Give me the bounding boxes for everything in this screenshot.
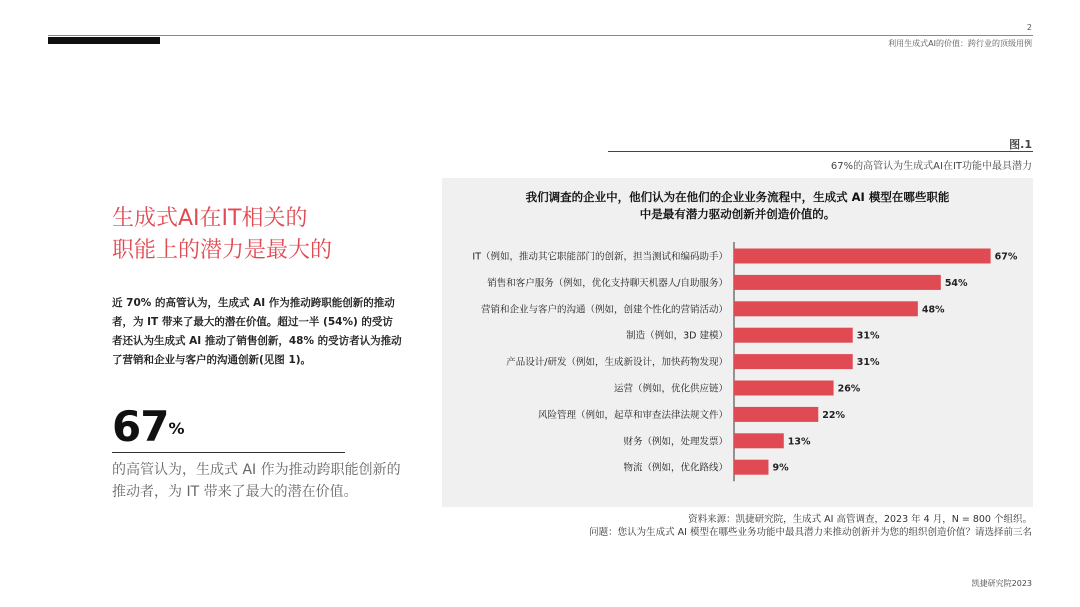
running-title: 利用生成式AI的价值：跨行业的顶级用例 (888, 39, 1032, 48)
value-label: 31% (856, 357, 880, 369)
bar (734, 460, 768, 475)
category-label: IT（例如，推动其它职能部门的创新，担当测试和编码助手） (472, 251, 728, 263)
chart-title-line-2: 中是最有潜力驱动创新并创造价值的。 (639, 207, 836, 221)
category-label: 运营（例如，优化供应链） (613, 383, 728, 395)
header-accent-bar (48, 37, 160, 44)
header-rule (48, 35, 1033, 36)
bar (734, 249, 991, 264)
statistic-rule (112, 452, 345, 453)
headline-line-2: 职能上的潜力是最大的 (112, 238, 333, 263)
page-number: 2 (1026, 23, 1032, 32)
bar (734, 301, 918, 316)
chart-title-line-1: 我们调查的企业中，他们认为在他们的企业业务流程中，生成式 AI 模型在哪些职能 (525, 190, 950, 204)
chart-panel (442, 178, 1033, 507)
bar (734, 275, 941, 290)
category-label: 营销和企业与客户的沟通（例如，创建个性化的营销活动） (480, 304, 728, 316)
key-statistic (112, 402, 184, 452)
source-note: 资料来源：凯捷研究院，生成式 AI 高管调查，2023 年 4 月，N = 800 个组织。 (688, 514, 1032, 525)
key-statistic-unit: % (168, 419, 185, 438)
body-paragraph: 近 70% 的高管认为，生成式 AI 作为推动跨职能创新的推动者，为 IT 带来了最大的潜在价值。超过一半 (54%) 的受访者还认为生成式 AI 推动了销售创新，48% 的受访者认为推动了营销和企业与客户的沟通创新(见图 1)。 (112, 297, 402, 366)
bar-chart (442, 178, 1033, 507)
category-label: 制造（例如，3D 建模） (626, 330, 728, 342)
statistic-description: 的高管认为，生成式 AI 作为推动跨职能创新的推动者，为 IT 带来了最大的潜在价值。 (112, 462, 401, 500)
figure-rule (608, 151, 1033, 152)
bar (734, 381, 834, 396)
bar (734, 354, 853, 369)
value-label: 31% (856, 330, 880, 342)
value-label: 54% (944, 277, 968, 289)
value-label: 22% (822, 409, 846, 421)
figure-number: 图.1 (1009, 138, 1032, 151)
category-label: 销售和客户服务（例如，优化支持聊天机器人/自助服务） (487, 277, 728, 289)
key-statistic-value: 67 (112, 402, 169, 451)
footer-credit: 凯捷研究院2023 (971, 579, 1032, 588)
figure-caption: 67%的高管认为生成式AI在IT功能中最具潜力 (830, 161, 1032, 172)
category-label: 风险管理（例如，起草和审查法律法规文件） (537, 409, 728, 421)
section-headline (112, 203, 412, 267)
category-label: 产品设计/研发（例如，生成新设计，加快药物发现） (506, 357, 728, 369)
value-label: 9% (772, 462, 789, 474)
bar (734, 433, 784, 448)
bar (734, 407, 818, 422)
value-label: 67% (994, 251, 1018, 263)
category-label: 物流（例如，优化路线） (623, 462, 728, 474)
value-label: 48% (921, 304, 945, 316)
bar (734, 328, 853, 343)
value-label: 13% (787, 436, 811, 448)
headline-line-1: 生成式AI在IT相关的 (112, 206, 308, 231)
value-label: 26% (837, 383, 861, 395)
category-label: 财务（例如，处理发票） (623, 436, 728, 448)
survey-question: 问题：您认为生成式 AI 模型在哪些业务功能中最具潜力来推动创新并为您的组织创造价值？请选择前三名 (589, 527, 1032, 538)
